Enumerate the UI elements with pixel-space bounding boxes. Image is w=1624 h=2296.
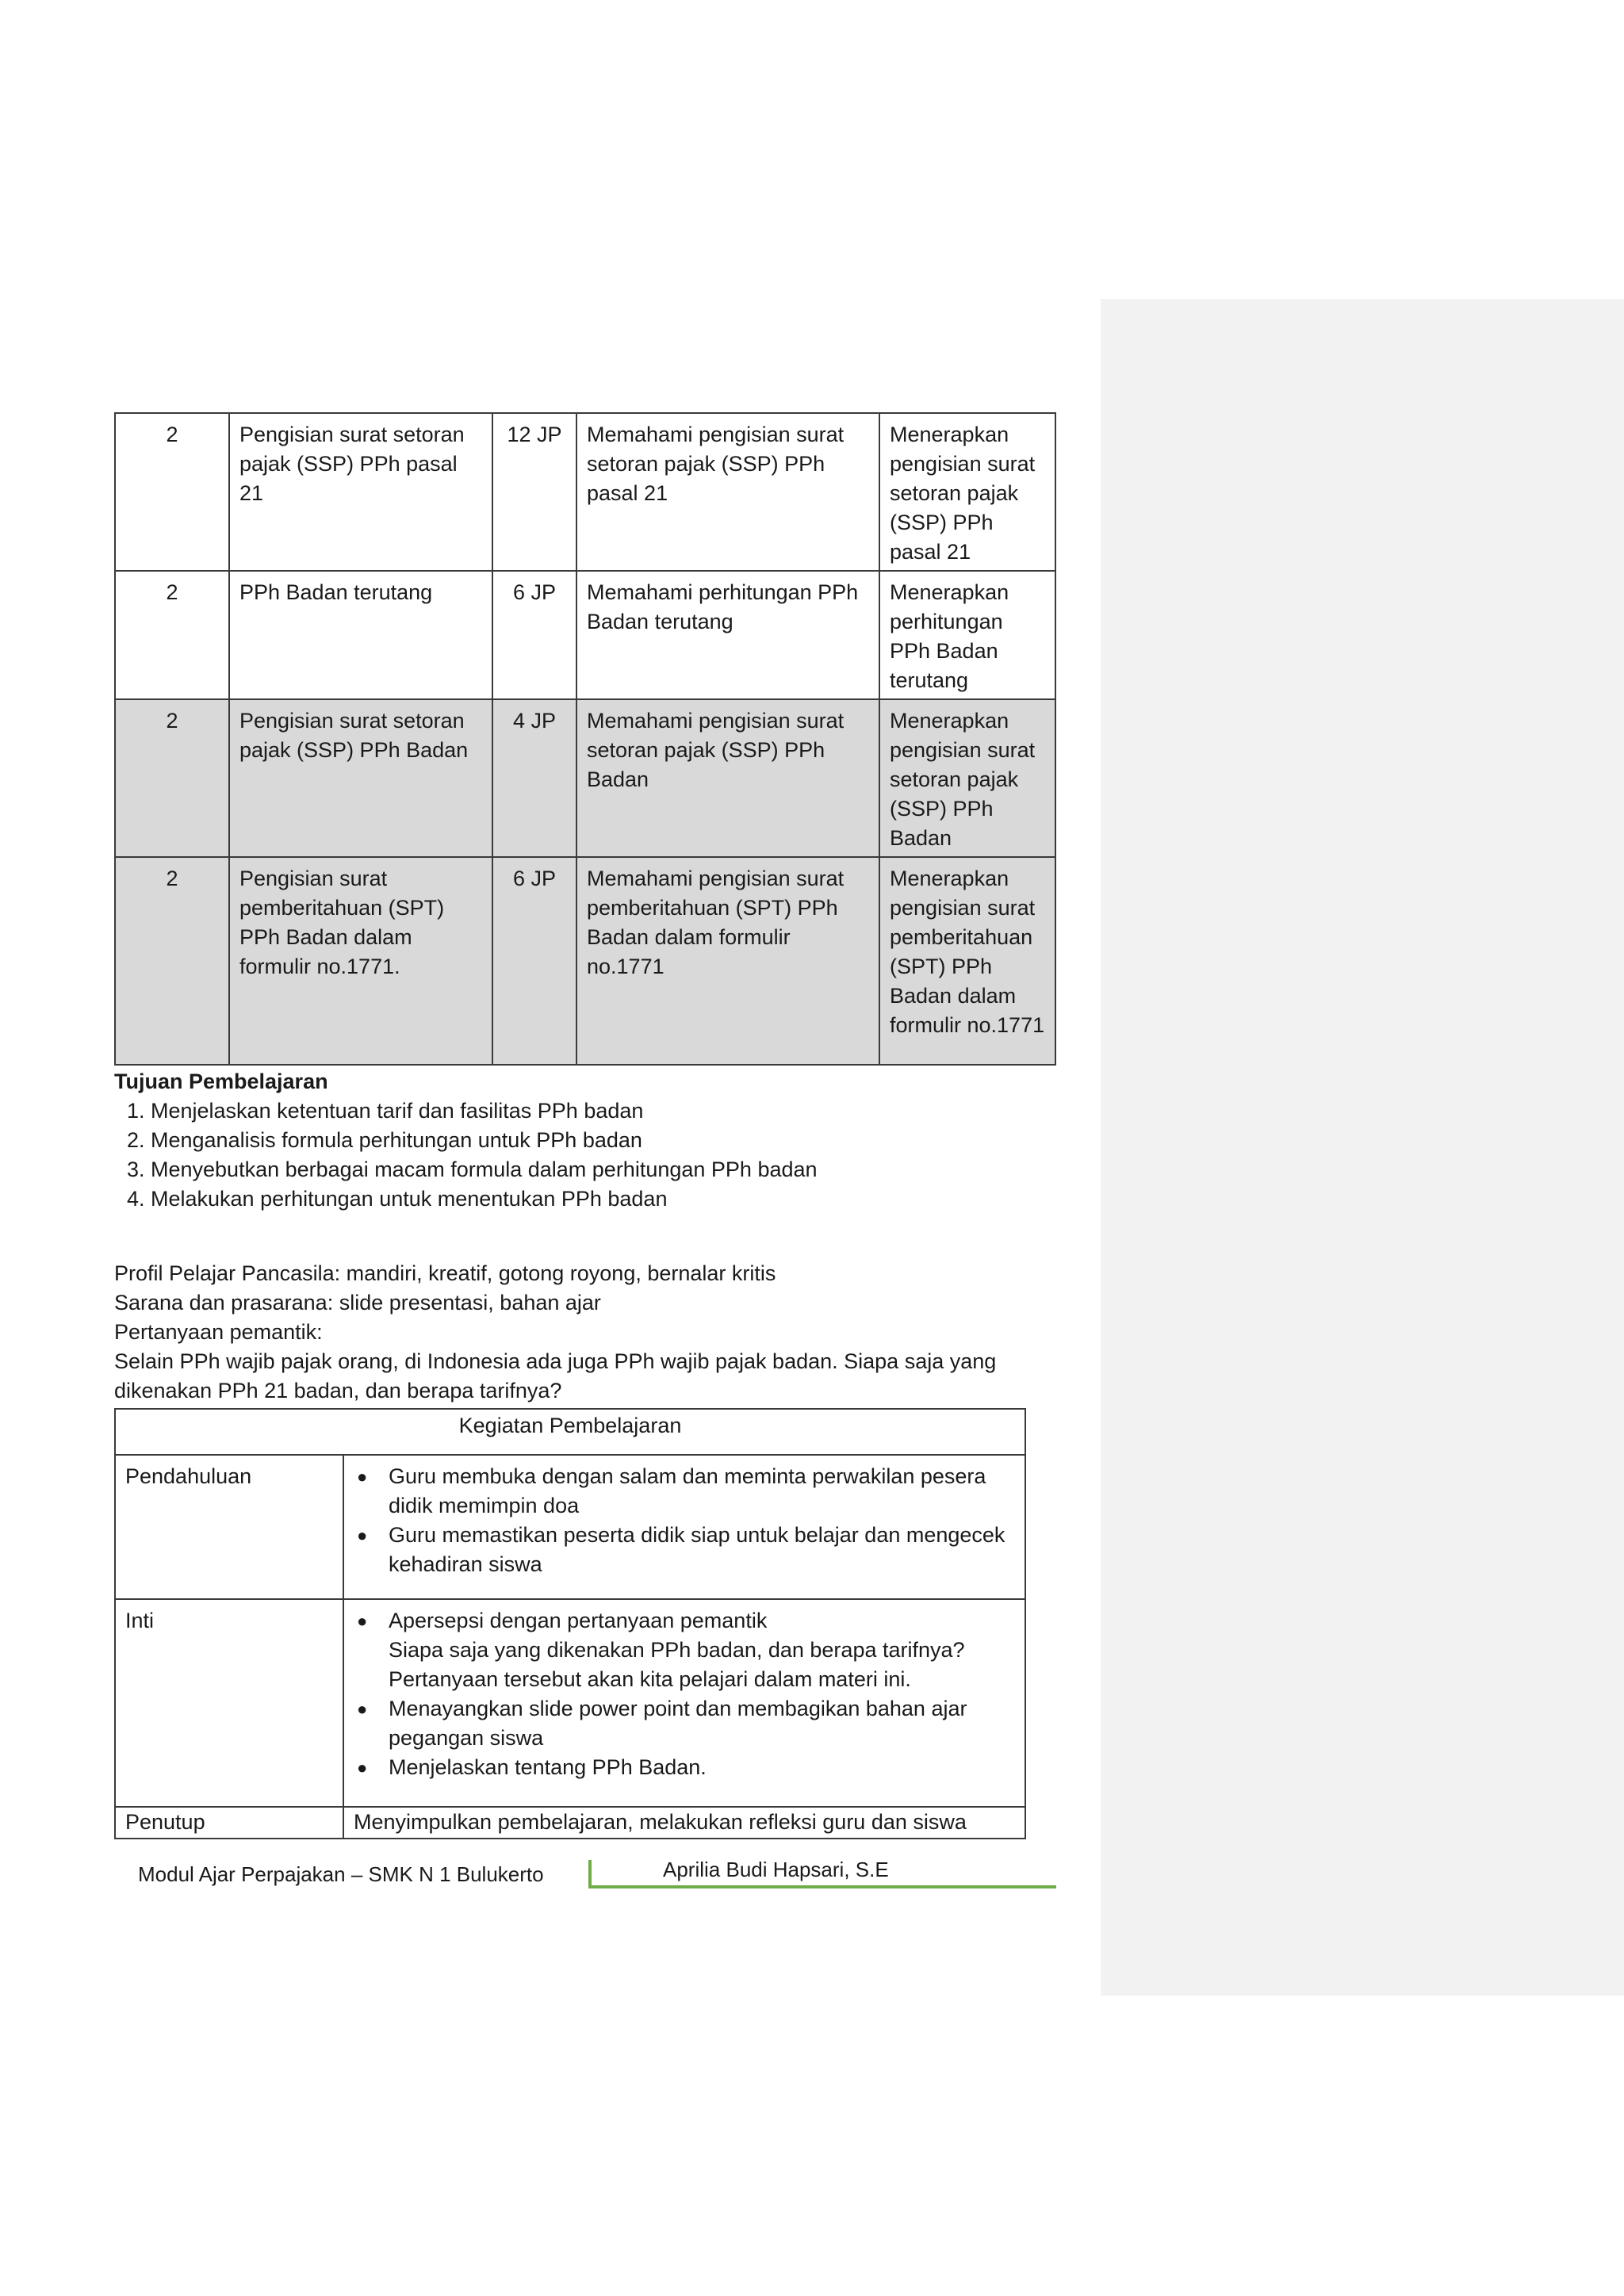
pendahuluan-content — [343, 1455, 1025, 1599]
capaian-cell: Menerapkan perhitungan PPh Badan terutang — [879, 571, 1055, 699]
table-row — [115, 1807, 1025, 1839]
comment-pane — [1101, 299, 1624, 1996]
profile-block — [114, 1259, 1055, 1406]
tujuan-cell: Memahami pengisian surat setoran pajak (SSP) PPh pasal 21 — [576, 413, 879, 571]
materi-cell: Pengisian surat setoran pajak (SSP) PPh pasal 21 — [229, 413, 492, 571]
footer-author: Aprilia Budi Hapsari, S.E — [663, 1858, 889, 1881]
inti-content — [343, 1599, 1025, 1807]
list-item: 1. Menjelaskan ketentuan tarif dan fasilitas PPh badan — [151, 1096, 1090, 1126]
materi-cell: Pengisian surat setoran pajak (SSP) PPh Badan — [229, 699, 492, 857]
page-footer — [114, 1852, 1058, 1892]
list-item: ● Menayangkan slide power point dan membagikan bahan ajar pegangan siswa — [389, 1694, 1015, 1753]
jp-cell: 4 JP — [492, 699, 576, 857]
table-row — [115, 1409, 1025, 1455]
jp-cell: 6 JP — [492, 571, 576, 699]
penutup-label: Penutup — [115, 1807, 343, 1839]
learning-objectives — [114, 1067, 1090, 1214]
table-row — [115, 699, 1055, 857]
inti-item1-line2: Siapa saja yang dikenakan PPh badan, dan berapa tarifnya? — [389, 1638, 965, 1662]
row-number: 2 — [115, 699, 229, 857]
profil-pelajar: Profil Pelajar Pancasila: mandiri, kreatif, gotong royong, bernalar kritis — [114, 1261, 776, 1285]
pertanyaan-text: Selain PPh wajib pajak orang, di Indonesia ada juga PPh wajib pajak badan. Siapa saja yang dikenakan PPh 21 badan, dan berapa tarifnya? — [114, 1349, 997, 1402]
jp-cell: 6 JP — [492, 857, 576, 1065]
sarana-prasarana: Sarana dan prasarana: slide presentasi, bahan ajar — [114, 1291, 601, 1314]
learning-flow-table — [114, 412, 1056, 1066]
table-row — [115, 857, 1055, 1065]
list-item: 4. Melakukan perhitungan untuk menentukan PPh badan — [151, 1184, 1090, 1214]
table-row — [115, 1599, 1025, 1807]
activities-table — [114, 1408, 1026, 1839]
list-item: ● Guru membuka dengan salam dan meminta perwakilan pesera didik memimpin doa — [389, 1462, 1015, 1521]
objectives-heading: Tujuan Pembelajaran — [114, 1070, 328, 1093]
footer-module-title: Modul Ajar Perpajakan – SMK N 1 Bulukerto — [138, 1862, 544, 1886]
row-number: 2 — [115, 571, 229, 699]
materi-cell: PPh Badan terutang — [229, 571, 492, 699]
inti-item1-line3: Pertanyaan tersebut akan kita pelajari dalam materi ini. — [389, 1667, 911, 1691]
row-number: 2 — [115, 413, 229, 571]
list-item: 2. Menganalisis formula perhitungan untuk PPh badan — [151, 1126, 1090, 1155]
table-row — [115, 413, 1055, 571]
tujuan-cell: Memahami pengisian surat setoran pajak (SSP) PPh Badan — [576, 699, 879, 857]
capaian-cell: Menerapkan pengisian surat setoran pajak (SSP) PPh pasal 21 — [879, 413, 1055, 571]
list-item: 3. Menyebutkan berbagai macam formula dalam perhitungan PPh badan — [151, 1155, 1090, 1184]
list-item — [389, 1606, 1015, 1694]
list-item: ● Menjelaskan tentang PPh Badan. — [389, 1753, 1015, 1782]
list-item: ● Guru memastikan peserta didik siap untuk belajar dan mengecek kehadiran siswa — [389, 1521, 1015, 1579]
jp-cell: 12 JP — [492, 413, 576, 571]
penutup-content: Menyimpulkan pembelajaran, melakukan refleksi guru dan siswa — [343, 1807, 1025, 1839]
tujuan-cell: Memahami perhitungan PPh Badan terutang — [576, 571, 879, 699]
tujuan-cell: Memahami pengisian surat pemberitahuan (SPT) PPh Badan dalam formulir no.1771 — [576, 857, 879, 1065]
capaian-cell: Menerapkan pengisian surat pemberitahuan (SPT) PPh Badan dalam formulir no.1771 — [879, 857, 1055, 1065]
pertanyaan-label: Pertanyaan pemantik: — [114, 1320, 323, 1344]
table-row — [115, 571, 1055, 699]
pendahuluan-label: Pendahuluan — [115, 1455, 343, 1599]
inti-label: Inti — [115, 1599, 343, 1807]
objectives-list — [114, 1096, 1090, 1214]
footer-divider — [588, 1860, 592, 1887]
footer-underline — [588, 1885, 1056, 1888]
row-number: 2 — [115, 857, 229, 1065]
activities-title: Kegiatan Pembelajaran — [115, 1409, 1025, 1455]
table-row — [115, 1455, 1025, 1599]
materi-cell: Pengisian surat pemberitahuan (SPT) PPh Badan dalam formulir no.1771. — [229, 857, 492, 1065]
capaian-cell: Menerapkan pengisian surat setoran pajak (SSP) PPh Badan — [879, 699, 1055, 857]
inti-item1-title: ● Apersepsi dengan pertanyaan pemantik — [389, 1609, 768, 1632]
